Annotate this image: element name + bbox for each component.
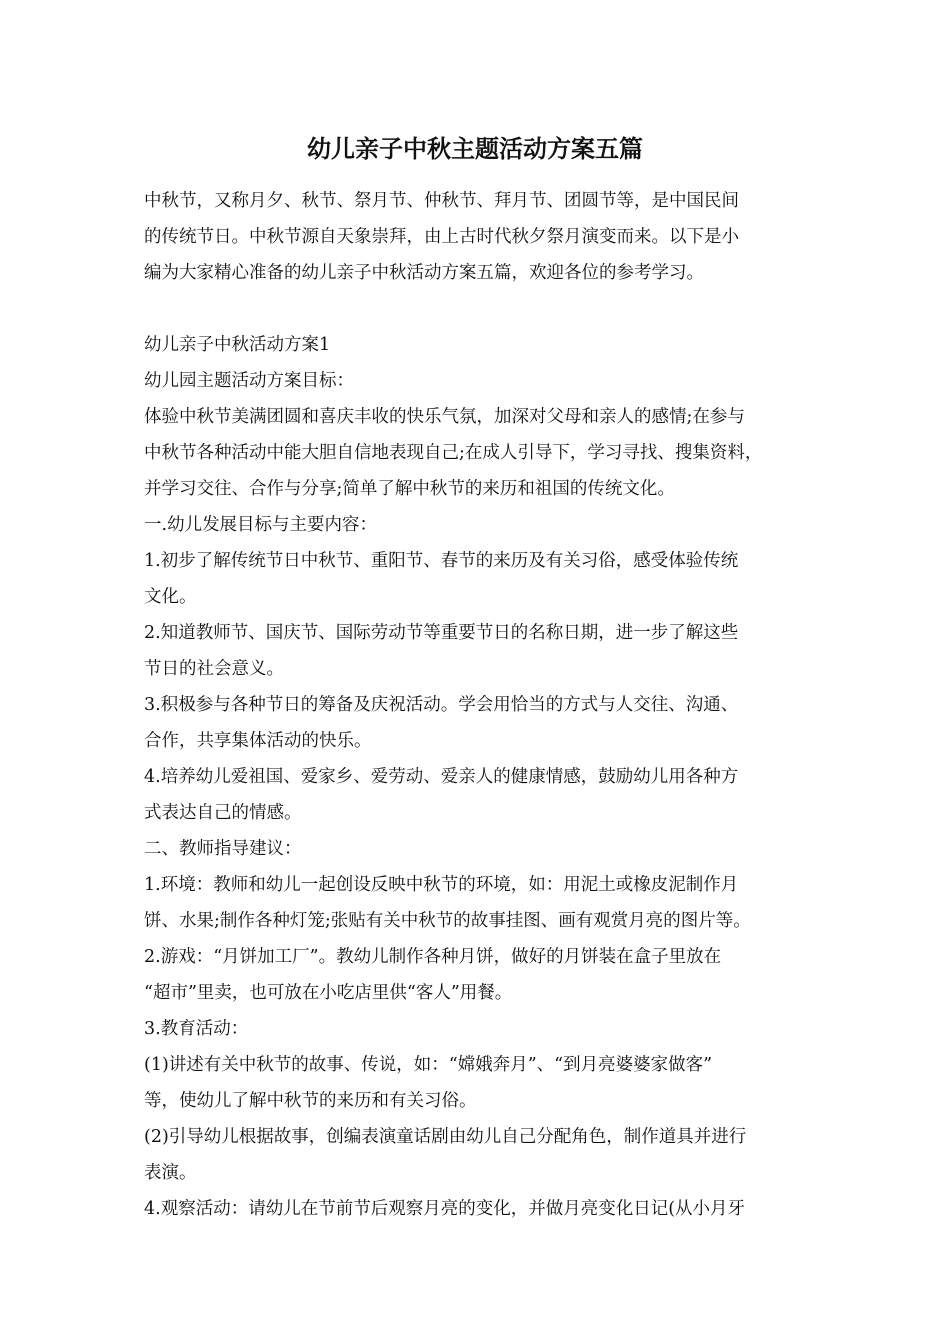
list-item-continuation: 饼、水果;制作各种灯笼;张贴有关中秋节的故事挂图、画有观赏月亮的图片等。 [144,911,751,931]
text-line: 的传统节日。中秋节源自天象崇拜，由上古时代秋夕祭月演变而来。以下是小 [144,227,739,247]
list-item: 3.教育活动： [144,1019,249,1039]
list-item-continuation: 节日的社会意义。 [144,659,284,679]
list-item-continuation: 合作，共享集体活动的快乐。 [144,731,372,751]
sub-list-item-continuation: 表演。 [144,1163,197,1183]
sub-list-item: (2)引导幼儿根据故事，创编表演童话剧由幼儿自己分配角色，制作道具并进行 [144,1127,747,1147]
list-item-continuation: 式表达自己的情感。 [144,803,302,823]
list-item-continuation: 文化。 [144,587,197,607]
document-title: 幼儿亲子中秋主题活动方案五篇 [307,134,643,163]
text-line: 中秋节各种活动中能大胆自信地表现自己;在成人引导下，学习寻找、搜集资料， [144,443,763,463]
subheading: 一.幼儿发展目标与主要内容： [144,515,378,535]
intro-paragraph [144,183,824,291]
plan-body [144,327,824,1227]
list-item: 2.知道教师节、国庆节、国际劳动节等重要节日的名称日期，进一步了解这些 [144,623,739,643]
text-line: 中秋节，又称月夕、秋节、祭月节、仲秋节、拜月节、团圆节等，是中国民间 [144,191,739,211]
list-item: 2.游戏：“月饼加工厂”。教幼儿制作各种月饼，做好的月饼装在盒子里放在 [144,947,722,967]
list-item: 4.观察活动：请幼儿在节前节后观察月亮的变化，并做月亮变化日记(从小月牙 [144,1199,746,1219]
text-line: 体验中秋节美满团圆和喜庆丰收的快乐气氛，加深对父母和亲人的感情;在参与 [144,407,745,427]
subheading: 二、教师指导建议： [144,839,302,859]
list-item: 1.环境：教师和幼儿一起创设反映中秋节的环境，如：用泥土或橡皮泥制作月 [144,875,739,895]
list-item: 3.积极参与各种节日的筹备及庆祝活动。学会用恰当的方式与人交往、沟通、 [144,695,739,715]
text-line: 并学习交往、合作与分享;简单了解中秋节的来历和祖国的传统文化。 [144,479,675,499]
subheading: 幼儿园主题活动方案目标： [144,371,354,391]
section-heading: 幼儿亲子中秋活动方案1 [144,335,331,355]
list-item: 4.培养幼儿爱祖国、爱家乡、爱劳动、爱亲人的健康情感，鼓励幼儿用各种方 [144,767,739,787]
list-item-continuation: “超市”里卖，也可放在小吃店里供“客人”用餐。 [144,983,513,1003]
list-item: 1.初步了解传统节日中秋节、重阳节、春节的来历及有关习俗，感受体验传统 [144,551,739,571]
sub-list-item: (1)讲述有关中秋节的故事、传说，如：“嫦娥奔月”、“到月亮婆婆家做客” [144,1055,713,1075]
text-line: 编为大家精心准备的幼儿亲子中秋活动方案五篇，欢迎各位的参考学习。 [144,263,704,283]
sub-list-item-continuation: 等，使幼儿了解中秋节的来历和有关习俗。 [144,1091,477,1111]
